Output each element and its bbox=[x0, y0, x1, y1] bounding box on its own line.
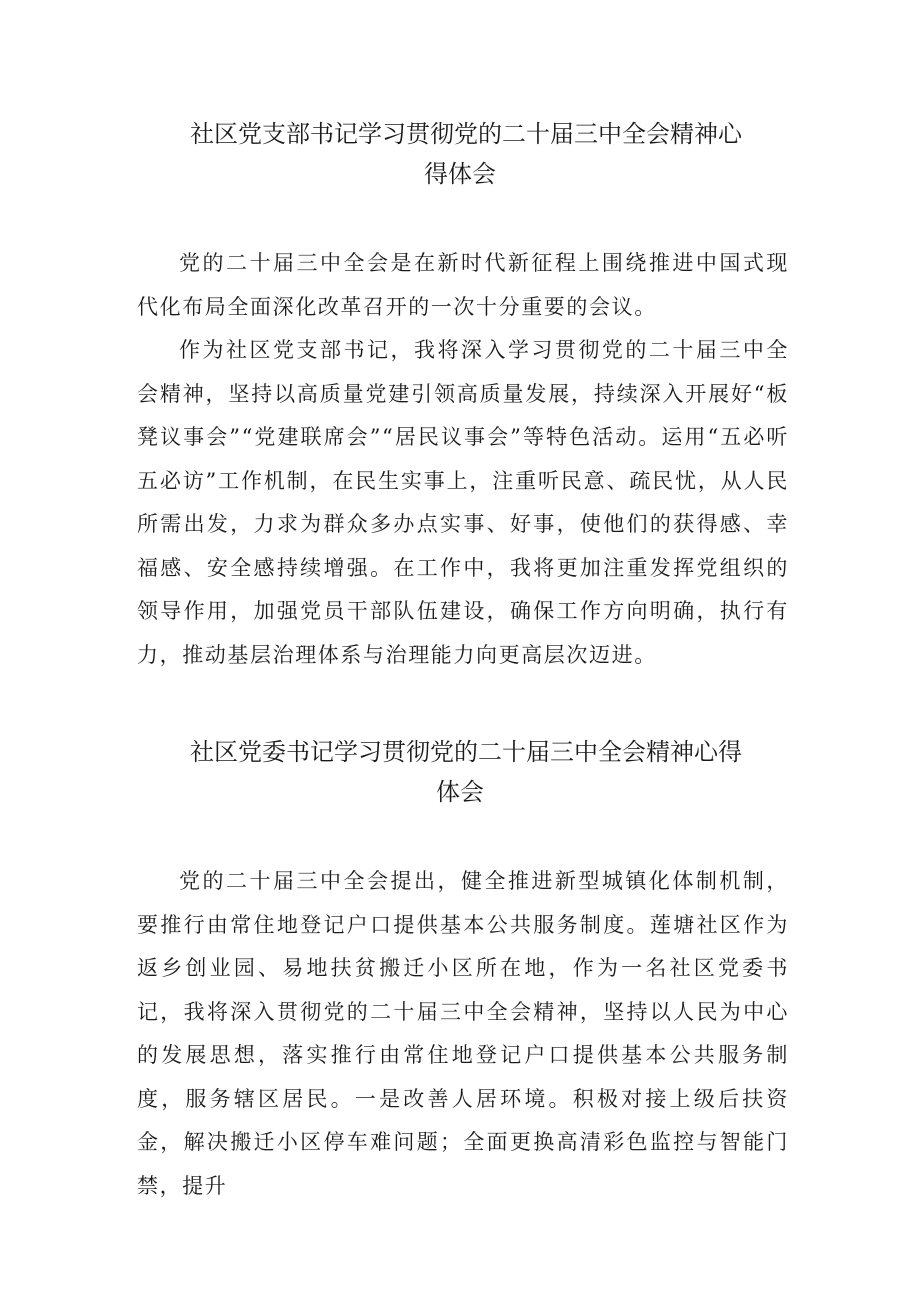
section-title-1-line1: 社区党支部书记学习贯彻党的二十届三中全会精神心 bbox=[190, 120, 742, 148]
section-title-2-line2: 体会 bbox=[436, 778, 484, 806]
section-title-2-line1: 社区党委书记学习贯彻党的二十届三中全会精神心得 bbox=[190, 738, 742, 766]
section-title-1-line2: 得体会 bbox=[424, 160, 496, 188]
section-2-paragraph-1: 党的二十届三中全会提出，健全推进新型城镇化体制机制，要推行由常住地登记户口提供基本公共服务制度。莲塘社区作为返乡创业园、易地扶贫搬迁小区所在地，作为一名社区党委书记，我将深入贯彻党的二十届三中全会精神，坚持以人民为中心的发展思想，落实推行由常住地登记户口提供基本公共服务制度，服务辖区居民。一是改善人居环境。积极对接上级后扶资金，解决搬迁小区停车难问题；全面更换高清彩色监控与智能门禁，提升 bbox=[137, 869, 789, 1198]
section-1-paragraph-1: 党的二十届三中全会是在新时代新征程上围绕推进中国式现代化布局全面深化改革召开的一次十分重要的会议。 bbox=[137, 251, 789, 319]
section-1-paragraph-2: 作为社区党支部书记，我将深入学习贯彻党的二十届三中全会精神，坚持以高质量党建引领高质量发展，持续深入开展好“板凳议事会”“党建联席会”“居民议事会”等特色活动。运用“五必听五必访”工作机制，在民生实事上，注重听民意、疏民忧，从人民所需出发，力求为群众多办点实事、好事，使他们的获得感、幸福感、安全感持续增强。在工作中，我将更加注重发挥党组织的领导作用，加强党员干部队伍建设，确保工作方向明确，执行有力，推动基层治理体系与治理能力向更高层次迈进。 bbox=[137, 338, 789, 667]
section-title-2 bbox=[190, 732, 742, 812]
section-title-1 bbox=[190, 114, 742, 194]
